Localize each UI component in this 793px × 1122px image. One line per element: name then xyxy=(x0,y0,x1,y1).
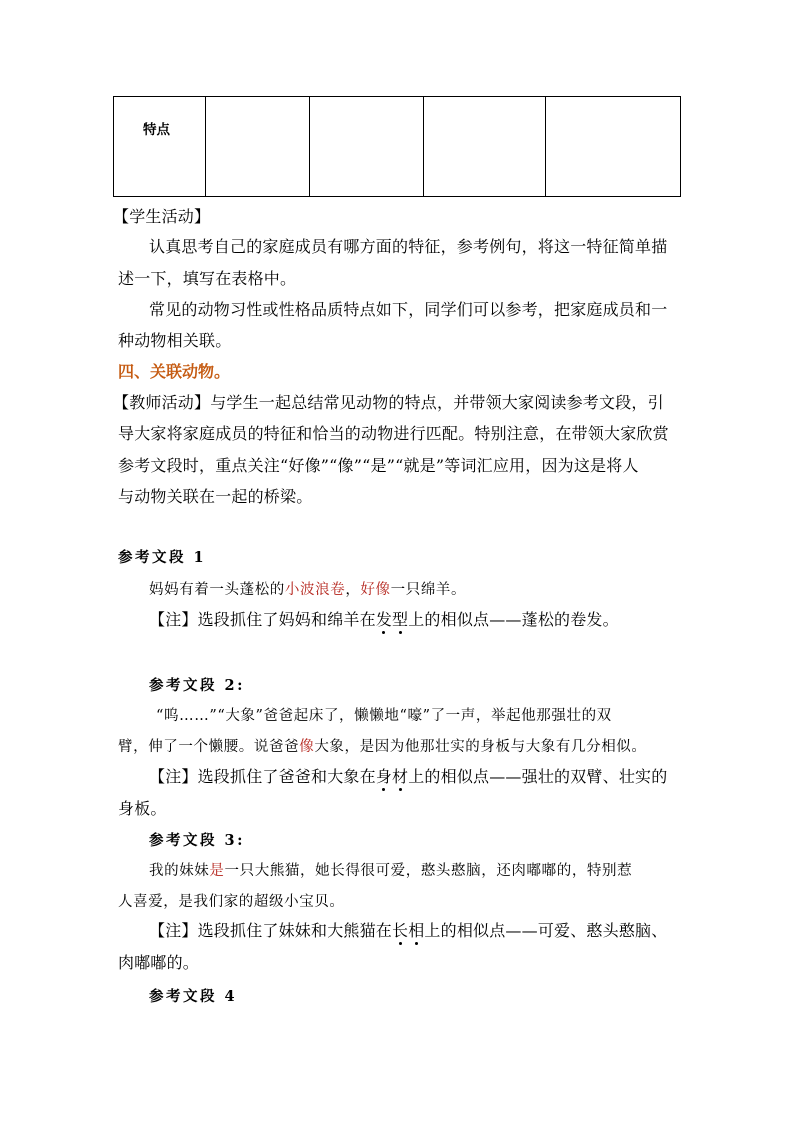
teacher-activity-line3: 参考文段时，重点关注“好像”“像”“是”“就是”等词汇应用，因为这是将人 xyxy=(118,456,639,475)
teacher-activity-line1: 【教师活动】与学生一起总结常见动物的特点，并带领大家阅读参考文段，引 xyxy=(113,393,664,412)
ref1-note-emphasis: 型 xyxy=(392,610,409,629)
section-heading: 四、关联动物。 xyxy=(118,362,231,381)
ref2-line2-a: 臂，伸了一个懒腰。说爸爸 xyxy=(118,739,300,755)
ref3-note-a: 【注】选段抓住了妹妹和大熊猫在 xyxy=(149,921,393,940)
ref2-keyword: 像 xyxy=(299,739,315,755)
ref1-text-e: 一只绵羊。 xyxy=(390,582,467,598)
ref1-text-c: ， xyxy=(345,582,361,598)
student-activity-p2-line2: 种动物相关联。 xyxy=(118,331,232,350)
ref3-note-b: 上的相似点——可爱、憨头憨脑、 xyxy=(424,921,668,940)
ref3-line2: 人喜爱，是我们家的超级小宝贝。 xyxy=(118,894,345,910)
table-cell[interactable] xyxy=(206,97,310,197)
feature-table xyxy=(113,96,681,197)
teacher-activity-line4: 与动物关联在一起的桥梁。 xyxy=(118,487,313,506)
ref3-line1-c: 一只大熊猫，她长得很可爱，憨头憨脑，还肉嘟嘟的，特别惹 xyxy=(224,863,633,879)
student-activity-p2-line1: 常见的动物习性或性格品质特点如下，同学们可以参考，把家庭成员和一 xyxy=(149,300,668,319)
ref2-note-line2: 身板。 xyxy=(118,799,167,818)
ref1-title: 参考文段 1 xyxy=(118,549,207,566)
ref1-note-emphasis: 发 xyxy=(375,610,393,629)
ref3-line1 xyxy=(149,859,632,880)
ref2-line2 xyxy=(118,735,647,756)
student-activity-p1-line1: 认真思考自己的家庭成员有哪方面的特征，参考例句，将这一特征简单描 xyxy=(149,237,668,256)
ref3-note xyxy=(149,918,667,941)
ref3-note-emphasis: 相 xyxy=(408,921,425,940)
table-cell[interactable] xyxy=(310,97,424,197)
ref3-note-line2: 肉嘟嘟的。 xyxy=(118,953,200,972)
ref4-title: 参考文段 4 xyxy=(149,988,238,1005)
ref2-line1: “呜……”“大象”爸爸起床了，懒懒地“嚎”了一声，举起他那强壮的双 xyxy=(156,708,612,724)
ref1-text-a: 妈妈有着一头蓬松的 xyxy=(149,582,285,598)
ref3-line1-a: 我的妹妹 xyxy=(149,863,210,879)
ref1-note-a: 【注】选段抓住了妈妈和绵羊在 xyxy=(149,610,376,629)
ref1-text-highlight: 小波浪卷 xyxy=(284,582,346,598)
ref2-note-emphasis: 材 xyxy=(392,767,409,786)
ref2-note-b: 上的相似点——强壮的双臂、壮实的 xyxy=(408,767,668,786)
student-activity-p1-line2: 述一下，填写在表格中。 xyxy=(118,269,297,288)
ref1-keyword: 好像 xyxy=(360,582,391,598)
student-activity-title: 【学生活动】 xyxy=(113,207,211,226)
teacher-activity-line2: 导大家将家庭成员的特征和恰当的动物进行匹配。特别注意，在带领大家欣赏 xyxy=(118,424,669,443)
ref2-line2-c: 大象，是因为他那壮实的身板与大象有几分相似。 xyxy=(314,739,647,755)
table-row-label: 特点 xyxy=(114,97,206,197)
table-cell[interactable] xyxy=(546,97,681,197)
ref1-note xyxy=(149,607,619,630)
table-cell[interactable] xyxy=(424,97,546,197)
ref3-title: 参考文段 3: xyxy=(149,832,245,849)
ref1-text xyxy=(149,578,466,599)
ref3-keyword: 是 xyxy=(209,863,225,879)
ref2-note xyxy=(149,764,667,787)
ref2-note-emphasis: 身 xyxy=(375,767,393,786)
ref2-title: 参考文段 2: xyxy=(149,677,245,694)
ref2-note-a: 【注】选段抓住了爸爸和大象在 xyxy=(149,767,376,786)
ref3-note-emphasis: 长 xyxy=(392,921,409,940)
ref1-note-b: 上的相似点——蓬松的卷发。 xyxy=(408,610,619,629)
